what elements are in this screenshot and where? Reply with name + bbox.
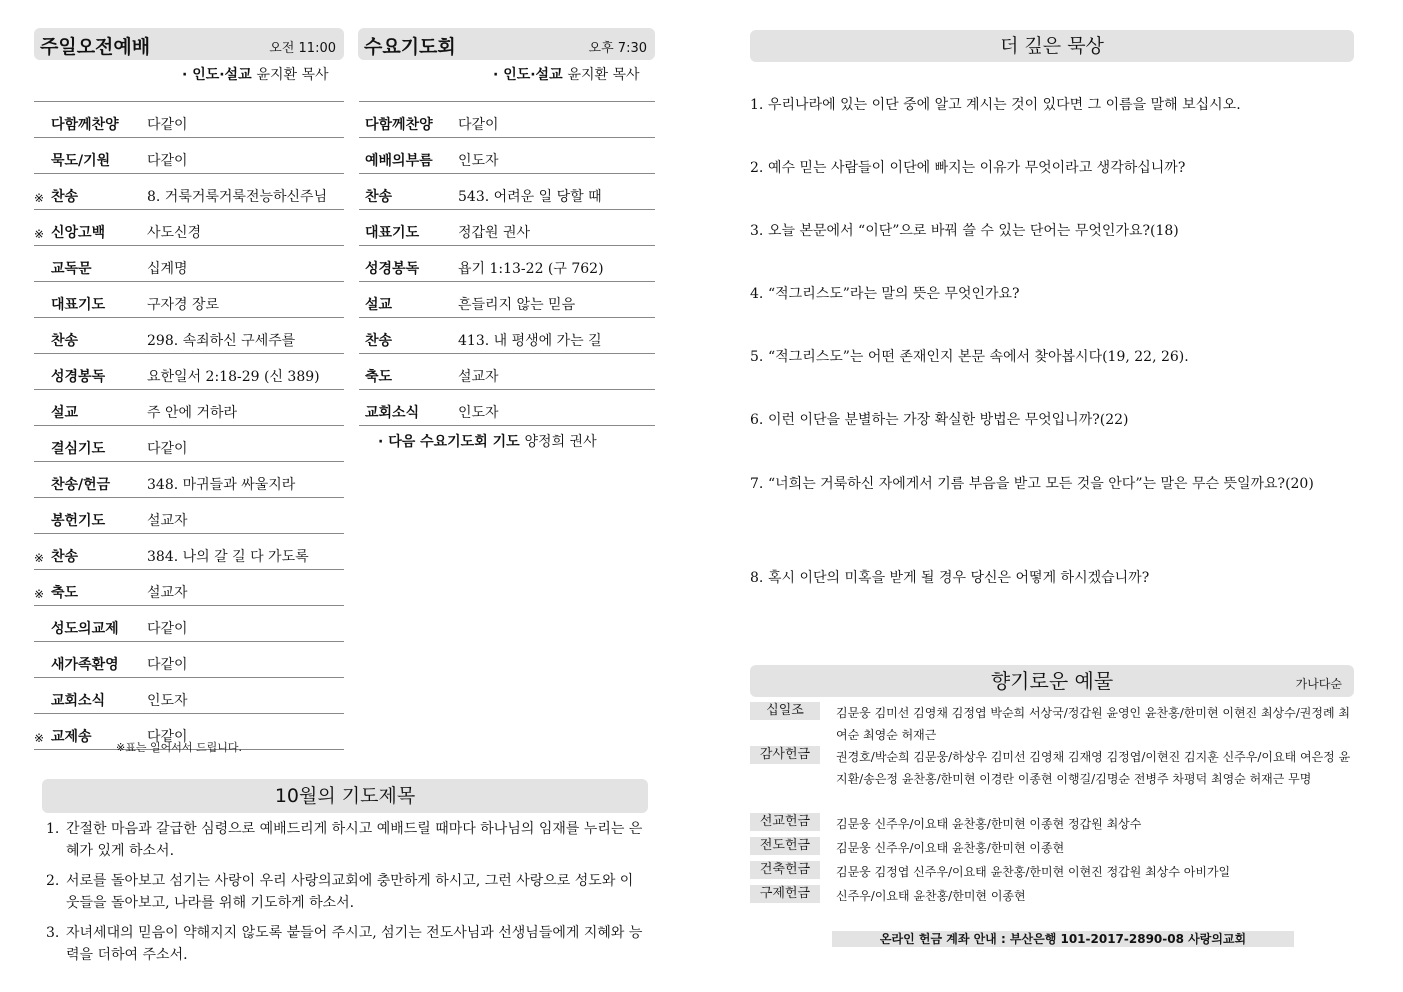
order-row xyxy=(359,210,655,246)
sunday-title: 주일오전예배 xyxy=(40,36,151,58)
order-row xyxy=(34,318,344,354)
order-value: 298. 속죄하신 구세주를 xyxy=(147,333,296,349)
order-value: 다같이 xyxy=(147,441,188,457)
offering-names: 김문웅 신주우/이요태 윤찬홍/한미현 이종현 xyxy=(836,841,1065,855)
question-text: “적그리스도”라는 말의 뜻은 무엇인가요? xyxy=(768,286,1020,302)
order-label: 찬송/헌금 xyxy=(51,477,111,493)
order-label: 새가족환영 xyxy=(51,657,119,673)
wednesday-order-table xyxy=(359,102,655,426)
sunday-leader-label: · 인도·설교 xyxy=(182,67,252,83)
order-label: 다함께찬양 xyxy=(51,117,119,133)
wednesday-header xyxy=(358,28,655,60)
offering-category: 선교헌금 xyxy=(750,813,820,831)
order-row xyxy=(34,174,344,210)
offering-category: 전도헌금 xyxy=(750,837,820,855)
order-value: 구자경 장로 xyxy=(147,297,220,313)
order-row xyxy=(34,642,344,678)
order-value: 다같이 xyxy=(147,657,188,673)
meditation-question xyxy=(750,216,1354,247)
offering-category: 감사헌금 xyxy=(750,746,820,764)
order-label: 설교 xyxy=(51,405,79,421)
order-row xyxy=(34,102,344,138)
meditation-question xyxy=(750,279,1354,310)
order-value: 인도자 xyxy=(458,405,499,421)
order-value: 다같이 xyxy=(458,117,499,133)
order-value: 348. 마귀들과 싸울지라 xyxy=(147,477,296,493)
order-row xyxy=(34,498,344,534)
meditation-question xyxy=(750,342,1354,373)
wednesday-title: 수요기도회 xyxy=(364,36,456,58)
order-label: 성경봉독 xyxy=(365,261,420,277)
question-number: 8. xyxy=(750,570,764,586)
offering-sort-note: 가나다순 xyxy=(1295,677,1342,691)
order-row xyxy=(34,210,344,246)
order-label: 성경봉독 xyxy=(51,369,106,385)
order-row xyxy=(34,426,344,462)
offering-category: 건축헌금 xyxy=(750,861,820,879)
question-text: 우리나라에 있는 이단 중에 알고 계시는 것이 있다면 그 이름을 말해 보십시오. xyxy=(768,97,1241,113)
offering-names: 김문웅 김정엽 신주우/이요태 윤찬홍/한미현 이현진 정갑원 최상수 아비가일 xyxy=(836,865,1231,879)
prayer-list xyxy=(46,818,646,974)
offering-names: 권경호/박순희 김문웅/하상우 김미선 김영채 김재영 김정엽/이현진 김지훈 신주우/이요태 여은정 윤지환/송은정 윤찬홍/한미현 이경란 이종현 이행길/김명순 전병주 차평덕 최영순 허재근 무명 xyxy=(836,750,1351,786)
order-row xyxy=(34,390,344,426)
sunday-leader xyxy=(182,64,329,84)
order-value: 주 안에 거하라 xyxy=(147,405,238,421)
prayer-text: 간절한 마음과 갈급한 심령으로 예배드리게 하시고 예배드릴 때마다 하나님의 임재를 누리는 은혜가 있게 하소서. xyxy=(66,821,643,859)
prayer-item xyxy=(46,818,646,862)
order-label: 대표기도 xyxy=(51,297,106,313)
next-prayer-name: 양정희 권사 xyxy=(524,434,597,450)
order-value: 다같이 xyxy=(147,117,188,133)
question-number: 7. xyxy=(750,476,764,492)
standing-mark: ※ xyxy=(34,227,45,241)
standing-mark: ※ xyxy=(34,191,45,205)
order-value: 정갑원 권사 xyxy=(458,225,531,241)
order-label: 묵도/기원 xyxy=(51,153,111,169)
prayer-item xyxy=(46,870,646,914)
order-row xyxy=(34,246,344,282)
wednesday-leader-label: · 인도·설교 xyxy=(493,67,563,83)
order-row xyxy=(359,318,655,354)
order-label: 예배의부름 xyxy=(365,153,433,169)
order-value: 다같이 xyxy=(147,729,188,745)
order-label: 축도 xyxy=(365,369,393,385)
wednesday-time: 오후 7:30 xyxy=(588,41,647,56)
prayer-text: 서로를 돌아보고 섬기는 사랑이 우리 사랑의교회에 충만하게 하시고, 그런 사랑으로 성도와 이웃들을 돌아보고, 나라를 위해 기도하게 하소서. xyxy=(66,873,634,911)
order-value: 인도자 xyxy=(147,693,188,709)
order-label: 설교 xyxy=(365,297,393,313)
order-label: 다함께찬양 xyxy=(365,117,433,133)
order-label: 교제송 xyxy=(51,729,92,745)
order-label: 교독문 xyxy=(51,261,92,277)
order-label: 찬송 xyxy=(51,189,79,205)
question-number: 5. xyxy=(750,349,764,365)
order-label: 신앙고백 xyxy=(51,225,106,241)
question-text: 오늘 본문에서 “이단”으로 바꿔 쓸 수 있는 단어는 무엇인가요?(18) xyxy=(768,223,1179,239)
question-text: “적그리스도”는 어떤 존재인지 본문 속에서 찾아봅시다(19, 22, 26). xyxy=(768,349,1189,365)
prayer-number: 2. xyxy=(46,873,60,889)
offering-title: 향기로운 예물 xyxy=(990,669,1114,693)
order-value: 욥기 1:13-22 (구 762) xyxy=(458,261,604,277)
order-row xyxy=(359,102,655,138)
meditation-question xyxy=(750,469,1354,500)
order-value: 사도신경 xyxy=(147,225,202,241)
meditation-title: 더 깊은 묵상 xyxy=(750,30,1354,62)
order-label: 교회소식 xyxy=(51,693,106,709)
offering-category: 십일조 xyxy=(750,702,820,720)
meditation-question xyxy=(750,405,1354,436)
order-value: 흔들리지 않는 믿음 xyxy=(458,297,576,313)
order-label: 찬송 xyxy=(365,333,393,349)
standing-mark: ※ xyxy=(34,551,45,565)
sunday-time: 오전 11:00 xyxy=(269,41,336,56)
order-value: 8. 거룩거룩거룩전능하신주님 xyxy=(147,189,328,205)
order-label: 축도 xyxy=(51,585,79,601)
sunday-leader-name: 윤지환 목사 xyxy=(256,67,329,83)
prayer-item xyxy=(46,922,646,966)
order-value: 설교자 xyxy=(458,369,499,385)
question-number: 4. xyxy=(750,286,764,302)
question-number: 1. xyxy=(750,97,764,113)
order-row xyxy=(359,282,655,318)
order-row xyxy=(34,606,344,642)
question-text: 혹시 이단의 미혹을 받게 될 경우 당신은 어떻게 하시겠습니까? xyxy=(768,570,1150,586)
prayer-text: 자녀세대의 믿음이 약해지지 않도록 붙들어 주시고, 섬기는 전도사님과 선생님들에게 지혜와 능력을 더하여 주소서. xyxy=(66,925,643,963)
wednesday-leader xyxy=(493,64,640,84)
meditation-question xyxy=(750,153,1354,184)
order-row xyxy=(34,462,344,498)
question-text: 이런 이단을 분별하는 가장 확실한 방법은 무엇입니까?(22) xyxy=(768,412,1129,428)
order-row xyxy=(359,390,655,426)
next-prayer-label: · 다음 수요기도회 기도 xyxy=(378,434,520,450)
order-value: 413. 내 평생에 가는 길 xyxy=(458,333,602,349)
order-label: 교회소식 xyxy=(365,405,420,421)
question-number: 3. xyxy=(750,223,764,239)
question-text: “너희는 거룩하신 자에게서 기름 부음을 받고 모든 것을 안다”는 말은 무슨 뜻일까요?(20) xyxy=(768,476,1314,492)
order-label: 결심기도 xyxy=(51,441,106,457)
order-row xyxy=(34,534,344,570)
online-offering-notice: 온라인 헌금 계좌 안내 : 부산은행 101-2017-2890-08 사랑의교회 xyxy=(832,931,1294,947)
order-row xyxy=(34,354,344,390)
order-label: 찬송 xyxy=(365,189,393,205)
order-label: 성도의교제 xyxy=(51,621,119,637)
next-wednesday-prayer xyxy=(378,431,597,451)
order-row xyxy=(34,570,344,606)
offering-names: 김문웅 김미선 김영채 김정엽 박순희 서상국/정갑원 윤영인 윤찬홍/한미현 이현진 최상수/권정례 최여순 최영순 허재근 xyxy=(836,706,1350,742)
prayer-number: 1. xyxy=(46,821,60,837)
order-row xyxy=(34,138,344,174)
order-row xyxy=(34,678,344,714)
order-row xyxy=(359,174,655,210)
standing-mark: ※ xyxy=(34,587,45,601)
order-label: 봉헌기도 xyxy=(51,513,106,529)
order-label: 찬송 xyxy=(51,333,79,349)
order-value: 384. 나의 갈 길 다 가도록 xyxy=(147,549,309,565)
prayer-number: 3. xyxy=(46,925,60,941)
order-row xyxy=(359,138,655,174)
order-value: 543. 어려운 일 당할 때 xyxy=(458,189,602,205)
order-value: 다같이 xyxy=(147,621,188,637)
question-number: 6. xyxy=(750,412,764,428)
offering-category: 구제헌금 xyxy=(750,885,820,903)
order-row xyxy=(34,282,344,318)
offering-header xyxy=(750,665,1354,697)
order-value: 다같이 xyxy=(147,153,188,169)
question-text: 예수 믿는 사람들이 이단에 빠지는 이유가 무엇이라고 생각하십니까? xyxy=(768,160,1186,176)
order-value: 십계명 xyxy=(147,261,188,277)
sunday-header xyxy=(34,28,344,60)
meditation-question xyxy=(750,563,1354,594)
question-number: 2. xyxy=(750,160,764,176)
order-value: 요한일서 2:18-29 (신 389) xyxy=(147,369,320,385)
standing-note: ※표는 일어서서 드립니다. xyxy=(116,741,242,754)
prayer-title: 10월의 기도제목 xyxy=(42,779,648,813)
order-row xyxy=(359,354,655,390)
meditation-question xyxy=(750,90,1354,121)
offering-names: 신주우/이요태 윤찬홍/한미현 이종현 xyxy=(836,889,1026,903)
offering-names: 김문웅 신주우/이요태 윤찬홍/한미현 이종현 정갑원 최상수 xyxy=(836,817,1142,831)
sunday-order-table xyxy=(34,102,344,750)
order-value: 인도자 xyxy=(458,153,499,169)
order-label: 대표기도 xyxy=(365,225,420,241)
wednesday-leader-name: 윤지환 목사 xyxy=(567,67,640,83)
order-value: 설교자 xyxy=(147,585,188,601)
order-value: 설교자 xyxy=(147,513,188,529)
order-label: 찬송 xyxy=(51,549,79,565)
order-row xyxy=(359,246,655,282)
standing-mark: ※ xyxy=(34,731,45,745)
